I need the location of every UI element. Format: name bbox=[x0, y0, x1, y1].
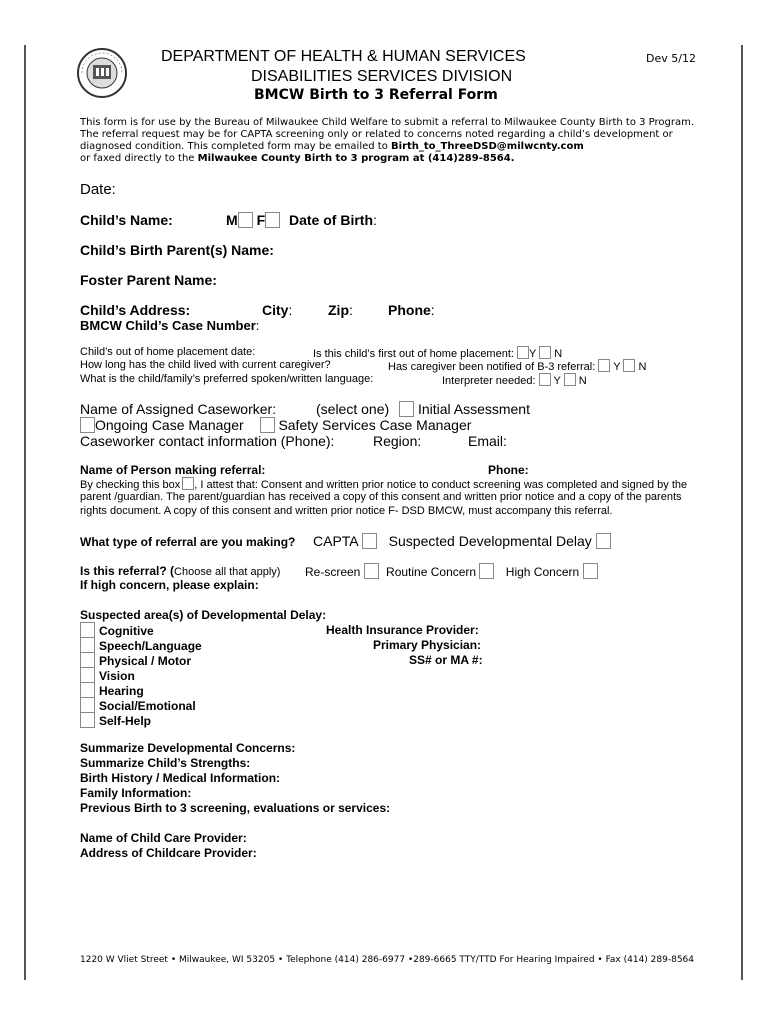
interpreter-yes-checkbox[interactable] bbox=[539, 373, 551, 386]
intro-line-4 bbox=[80, 153, 515, 164]
female-label: F bbox=[256, 212, 266, 228]
child-name-label: Child’s Name: bbox=[80, 212, 173, 228]
zip-field bbox=[328, 302, 353, 318]
caregiver-notified-yes-label: Y bbox=[613, 361, 621, 373]
high-concern-label: High Concern bbox=[505, 565, 580, 579]
consent-checkbox[interactable] bbox=[182, 477, 194, 490]
caseworker-type-row-2 bbox=[80, 417, 471, 433]
case-number-label: BMCW Child’s Case Number bbox=[80, 318, 256, 333]
dob-colon: : bbox=[373, 212, 377, 228]
area-vision-checkbox[interactable] bbox=[80, 667, 95, 683]
high-concern-explain-label: If high concern, please explain: bbox=[80, 578, 259, 592]
foster-parent-label: Foster Parent Name: bbox=[80, 272, 217, 288]
area-speech-label: Speech/Language bbox=[99, 639, 202, 653]
developmental-concerns-label: Summarize Developmental Concerns: bbox=[80, 741, 296, 755]
department-title: DEPARTMENT OF HEALTH & HUMAN SERVICES bbox=[161, 48, 526, 65]
area-selfhelp-checkbox[interactable] bbox=[80, 712, 95, 728]
preferred-language-label: What is the child/family’s preferred spoken/written language: bbox=[80, 373, 374, 385]
referral-type-question: What type of referral are you making? bbox=[80, 535, 296, 549]
sex-selector bbox=[226, 212, 280, 228]
consent-line-2: parent /guardian. The parent/guardian has received a copy of this consent and written prior notice and a copy of the parents bbox=[80, 491, 682, 503]
city-colon: : bbox=[288, 302, 293, 318]
caseworker-type-select bbox=[316, 401, 530, 417]
child-care-provider-name-label: Name of Child Care Provider: bbox=[80, 831, 247, 845]
female-checkbox[interactable] bbox=[265, 212, 280, 228]
interpreter-question bbox=[442, 373, 587, 387]
caregiver-notified-no-label: N bbox=[638, 361, 647, 373]
child-strengths-label: Summarize Child’s Strengths: bbox=[80, 756, 251, 770]
health-insurance-label: Health Insurance Provider: bbox=[326, 623, 479, 637]
ongoing-case-manager-checkbox[interactable] bbox=[80, 417, 95, 433]
safety-services-label: Safety Services Case Manager bbox=[278, 417, 472, 433]
form-title: BMCW Birth to 3 Referral Form bbox=[254, 87, 498, 103]
area-selfhelp-label: Self-Help bbox=[99, 714, 152, 728]
dob-label: Date of Birth bbox=[289, 212, 373, 228]
delay-areas-title: Suspected area(s) of Developmental Delay: bbox=[80, 608, 327, 622]
family-info-label: Family Information: bbox=[80, 786, 192, 800]
interpreter-no-checkbox[interactable] bbox=[564, 373, 576, 386]
caregiver-notified-yes-checkbox[interactable] bbox=[598, 359, 610, 372]
first-placement-no-label: N bbox=[554, 348, 563, 360]
lived-with-caregiver-label: How long has the child lived with current caregiver? bbox=[80, 359, 331, 371]
referral-type-options bbox=[313, 533, 611, 549]
date-label: Date: bbox=[80, 181, 116, 198]
caregiver-notified-question bbox=[388, 359, 646, 373]
intro-line-3 bbox=[80, 141, 584, 152]
first-placement-label: Is this child’s first out of home placement: bbox=[313, 348, 514, 360]
interpreter-no-label: N bbox=[578, 375, 587, 387]
area-cognitive-checkbox[interactable] bbox=[80, 622, 95, 638]
routine-concern-checkbox[interactable] bbox=[479, 563, 494, 579]
area-item bbox=[80, 622, 154, 638]
area-item bbox=[80, 682, 144, 698]
city-field bbox=[262, 302, 292, 318]
interpreter-label: Interpreter needed: bbox=[442, 375, 536, 387]
out-of-home-date-label: Child’s out of home placement date: bbox=[80, 346, 256, 358]
interpreter-yes-label: Y bbox=[553, 375, 561, 387]
zip-colon: : bbox=[349, 302, 353, 318]
birth-parent-label: Child’s Birth Parent(s) Name: bbox=[80, 242, 274, 258]
area-speech-checkbox[interactable] bbox=[80, 637, 95, 653]
fax-program-text: Milwaukee County Birth to 3 program at (414)289-8564. bbox=[197, 153, 515, 164]
city-label: City bbox=[262, 302, 289, 318]
capta-label: CAPTA bbox=[313, 533, 358, 549]
area-physical-checkbox[interactable] bbox=[80, 652, 95, 668]
assigned-caseworker-label: Name of Assigned Caseworker: bbox=[80, 401, 277, 417]
ongoing-case-manager-label: Ongoing Case Manager bbox=[95, 417, 244, 433]
division-title: DISABILITIES SERVICES DIVISION bbox=[251, 68, 513, 85]
intro-line-1: This form is for use by the Bureau of Milwaukee Child Welfare to submit a referral to Milwaukee County Birth to 3 Program. bbox=[80, 117, 695, 128]
county-seal-logo bbox=[76, 47, 128, 99]
first-placement-yes-checkbox[interactable] bbox=[517, 346, 529, 359]
caseworker-email-label: Email: bbox=[468, 433, 507, 449]
area-physical-label: Physical / Motor bbox=[99, 654, 192, 668]
referrer-phone-label: Phone: bbox=[488, 463, 529, 477]
rescreen-label: Re-screen bbox=[305, 565, 361, 579]
male-label: M bbox=[226, 212, 238, 228]
initial-assessment-checkbox[interactable] bbox=[399, 401, 414, 417]
case-number-colon: : bbox=[255, 318, 260, 333]
phone-label: Phone bbox=[388, 302, 431, 318]
consent-line-1b: , I attest that: Consent and written prior notice to conduct screening was completed and signed by the bbox=[194, 479, 688, 491]
suspected-delay-checkbox[interactable] bbox=[596, 533, 611, 549]
area-social-label: Social/Emotional bbox=[99, 699, 196, 713]
male-checkbox[interactable] bbox=[238, 212, 253, 228]
first-placement-question bbox=[313, 346, 562, 360]
consent-line-1a: By checking this box bbox=[80, 479, 181, 491]
first-placement-no-checkbox[interactable] bbox=[539, 346, 551, 359]
zip-label: Zip bbox=[328, 302, 349, 318]
rescreen-checkbox[interactable] bbox=[364, 563, 379, 579]
intro-line-3-text: diagnosed condition. This completed form may be emailed to bbox=[80, 141, 392, 152]
caregiver-notified-label: Has caregiver been notified of B-3 referral: bbox=[388, 361, 596, 373]
child-care-provider-address-label: Address of Childcare Provider: bbox=[80, 846, 257, 860]
referral-email-link[interactable]: Birth_to_ThreeDSD@milwcnty.com bbox=[391, 141, 584, 152]
suspected-delay-label: Suspected Developmental Delay bbox=[388, 533, 592, 549]
right-border-rule bbox=[741, 45, 743, 980]
case-number-field bbox=[80, 318, 259, 333]
area-item bbox=[80, 697, 196, 713]
referral-level-hint: Choose all that apply) bbox=[174, 566, 281, 578]
caregiver-notified-no-checkbox[interactable] bbox=[623, 359, 635, 372]
area-cognitive-label: Cognitive bbox=[99, 624, 154, 638]
caseworker-contact-label: Caseworker contact information (Phone): bbox=[80, 433, 335, 449]
left-border-rule bbox=[24, 45, 26, 980]
area-item bbox=[80, 652, 191, 668]
referrer-name-label: Name of Person making referral: bbox=[80, 463, 266, 477]
referral-level-label: Is this referral? ( bbox=[80, 564, 175, 578]
area-hearing-checkbox[interactable] bbox=[80, 682, 95, 698]
referral-level-question bbox=[80, 564, 280, 578]
area-item bbox=[80, 667, 135, 683]
area-hearing-label: Hearing bbox=[99, 684, 144, 698]
capta-checkbox[interactable] bbox=[362, 533, 377, 549]
child-address-label: Child’s Address: bbox=[80, 302, 191, 318]
referral-level-options bbox=[305, 563, 598, 579]
footer-address: 1220 W Vliet Street • Milwaukee, WI 53205 • Telephone (414) 286-6977 •289-6665 TTY/TTD For Hearing Impaired • Fax (414) 289-8564 bbox=[80, 955, 695, 965]
intro-line-2: The referral request may be for CAPTA screening only or related to concerns noted regarding a child’s development or bbox=[80, 129, 673, 140]
consent-line-1 bbox=[80, 477, 687, 491]
first-placement-yes-label: Y bbox=[529, 348, 537, 360]
high-concern-checkbox[interactable] bbox=[583, 563, 598, 579]
phone-field bbox=[388, 302, 435, 318]
ss-ma-label: SS# or MA #: bbox=[409, 653, 483, 667]
phone-colon: : bbox=[430, 302, 435, 318]
routine-concern-label: Routine Concern bbox=[386, 565, 477, 579]
area-social-checkbox[interactable] bbox=[80, 697, 95, 713]
revision-label: Dev 5/12 bbox=[646, 52, 696, 65]
area-item bbox=[80, 637, 202, 653]
birth-history-label: Birth History / Medical Information: bbox=[80, 771, 281, 785]
intro-line-4-text: or faxed directly to the bbox=[80, 153, 198, 164]
previous-services-label: Previous Birth to 3 screening, evaluations or services: bbox=[80, 801, 391, 815]
select-one-label: (select one) bbox=[316, 401, 390, 417]
region-label: Region: bbox=[373, 433, 422, 449]
area-vision-label: Vision bbox=[99, 669, 135, 683]
initial-assessment-label: Initial Assessment bbox=[417, 401, 530, 417]
safety-services-checkbox[interactable] bbox=[260, 417, 275, 433]
primary-physician-label: Primary Physician: bbox=[373, 638, 482, 652]
dob-field bbox=[289, 212, 377, 228]
area-item bbox=[80, 712, 151, 728]
consent-line-3: rights document. A copy of this consent and written prior notice F- DSD BMCW, must accompany this referral. bbox=[80, 505, 613, 517]
